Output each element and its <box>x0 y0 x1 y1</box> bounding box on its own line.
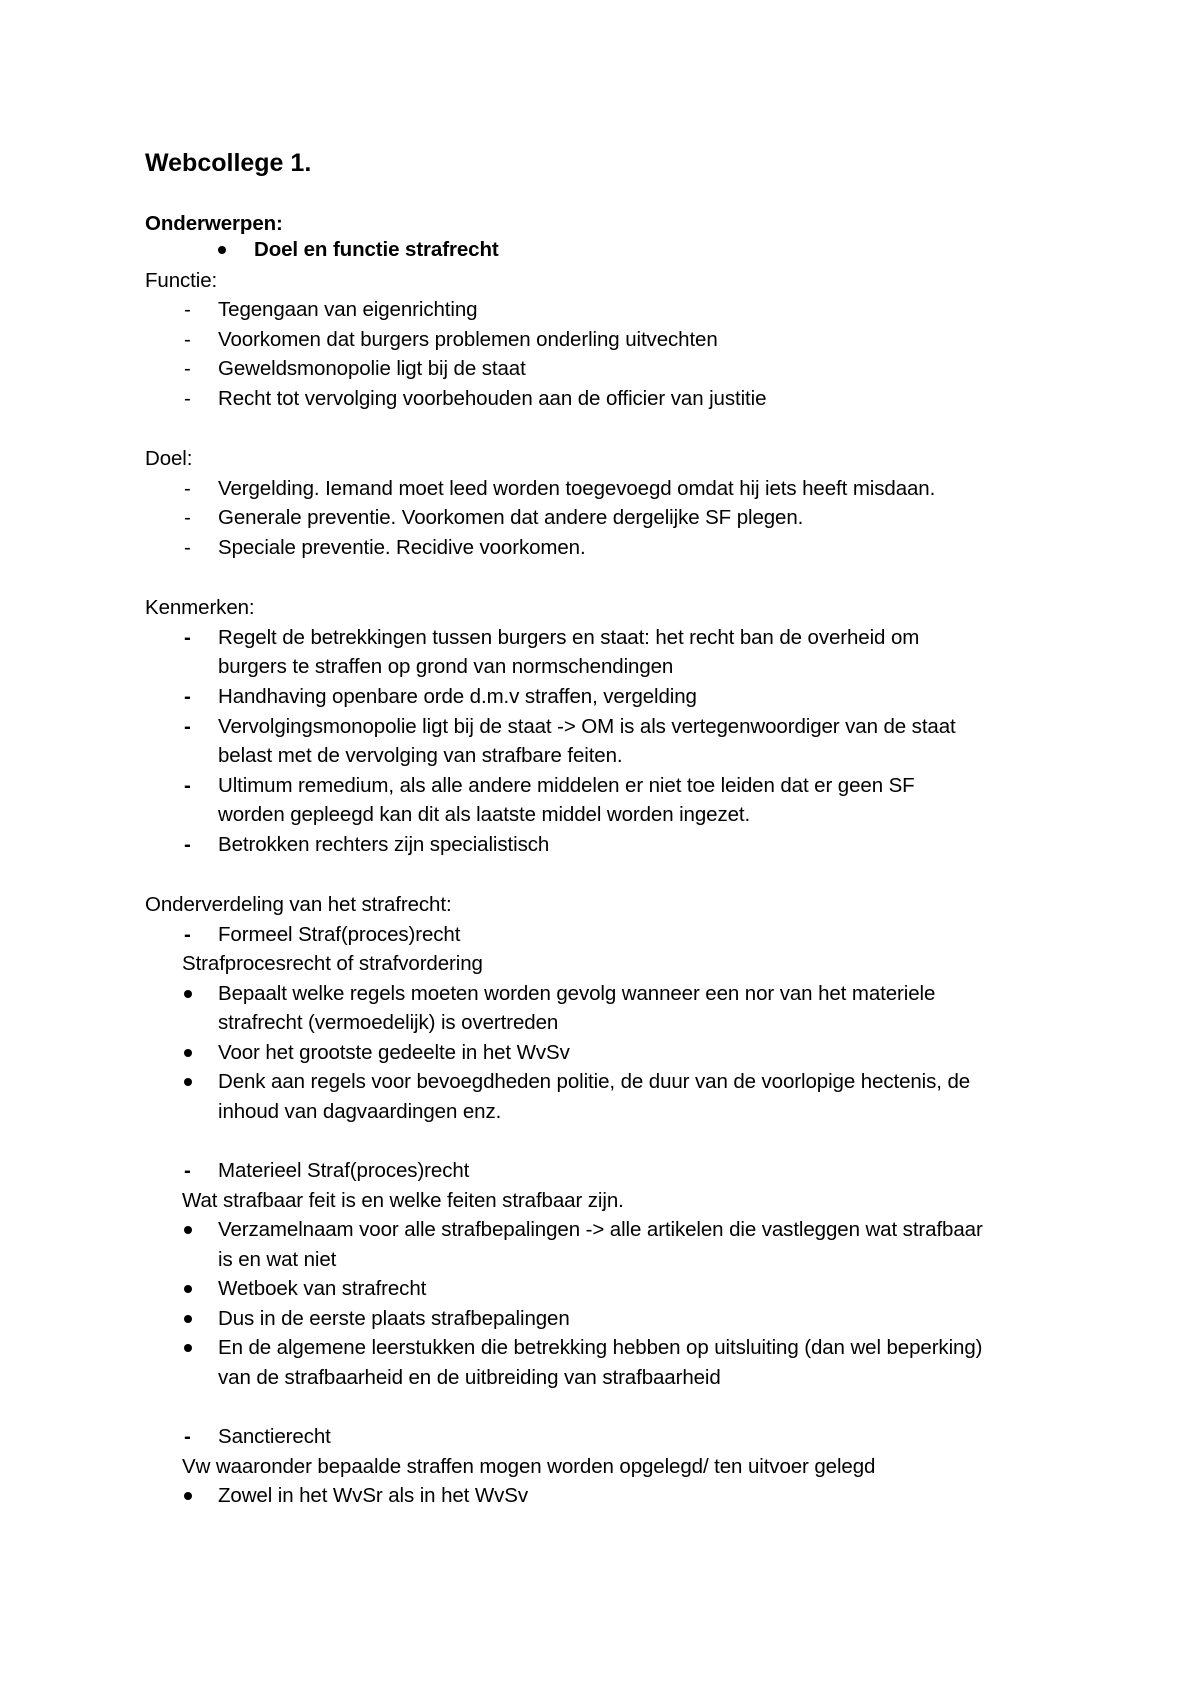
kenmerk-item: Betrokken rechters zijn specialistisch <box>218 833 550 856</box>
kenmerk-item: Ultimum remedium, als alle andere middelen er niet toe leiden dat er geen SF <box>218 774 915 797</box>
dash-icon: - <box>184 387 191 410</box>
bullet-icon <box>184 1315 192 1323</box>
dash-icon: - <box>184 923 191 946</box>
formeel-subtitle: Strafprocesrecht of strafvordering <box>182 952 483 975</box>
bullet-icon <box>184 1492 192 1500</box>
bullet-icon <box>184 1078 192 1086</box>
doel-item: Speciale preventie. Recidive voorkomen. <box>218 536 586 559</box>
doel-item: Vergelding. Iemand moet leed worden toegevoegd omdat hij iets heeft misdaan. <box>218 477 936 500</box>
materieel-item-continued: van de strafbaarheid en de uitbreiding van strafbaarheid <box>218 1366 721 1389</box>
formeel-item-continued: strafrecht (vermoedelijk) is overtreden <box>218 1011 559 1034</box>
formeel-item: Voor het grootste gedeelte in het WvSv <box>218 1041 570 1064</box>
formeel-item: Bepaalt welke regels moeten worden gevolg wanneer een nor van het materiele <box>218 982 936 1005</box>
dash-icon: - <box>184 774 191 797</box>
dash-icon: - <box>184 357 191 380</box>
onderwerpen-heading: Onderwerpen: <box>145 212 283 235</box>
dash-icon: - <box>184 685 191 708</box>
dash-icon: - <box>184 506 191 529</box>
onderverdeling-heading: Onderverdeling van het strafrecht: <box>145 893 452 916</box>
functie-item: Geweldsmonopolie ligt bij de staat <box>218 357 526 380</box>
page-title: Webcollege 1. <box>145 149 312 177</box>
functie-item: Voorkomen dat burgers problemen onderling uitvechten <box>218 328 718 351</box>
bullet-icon <box>184 990 192 998</box>
formeel-item-continued: inhoud van dagvaardingen enz. <box>218 1100 502 1123</box>
materieel-item: En de algemene leerstukken die betrekking hebben op uitsluiting (dan wel beperking) <box>218 1336 983 1359</box>
kenmerk-item-continued: worden gepleegd kan dit als laatste middel worden ingezet. <box>218 803 751 826</box>
dash-icon: - <box>184 1425 191 1448</box>
bullet-icon <box>184 1226 192 1234</box>
doel-heading: Doel: <box>145 447 193 470</box>
bullet-icon <box>184 1344 192 1352</box>
bullet-icon <box>184 1285 192 1293</box>
bullet-icon <box>184 1049 192 1057</box>
kenmerk-item: Vervolgingsmonopolie ligt bij de staat -> OM is als vertegenwoordiger van de staat <box>218 715 956 738</box>
materieel-item: Dus in de eerste plaats strafbepalingen <box>218 1307 570 1330</box>
formeel-label: Formeel Straf(proces)recht <box>218 923 461 946</box>
dash-icon: - <box>184 626 191 649</box>
materieel-item: Verzamelnaam voor alle strafbepalingen -> alle artikelen die vastleggen wat strafbaar <box>218 1218 983 1241</box>
formeel-item: Denk aan regels voor bevoegdheden politie, de duur van de voorlopige hectenis, de <box>218 1070 971 1093</box>
sanctie-subtitle: Vw waaronder bepaalde straffen mogen worden opgelegd/ ten uitvoer gelegd <box>182 1455 876 1478</box>
dash-icon: - <box>184 715 191 738</box>
functie-item: Recht tot vervolging voorbehouden aan de officier van justitie <box>218 387 767 410</box>
kenmerk-item: Regelt de betrekkingen tussen burgers en staat: het recht ban de overheid om <box>218 626 920 649</box>
materieel-item-continued: is en wat niet <box>218 1248 337 1271</box>
materieel-label: Materieel Straf(proces)recht <box>218 1159 470 1182</box>
dash-icon: - <box>184 536 191 559</box>
dash-icon: - <box>184 477 191 500</box>
dash-icon: - <box>184 298 191 321</box>
bullet-icon <box>218 246 226 254</box>
dash-icon: - <box>184 328 191 351</box>
dash-icon: - <box>184 833 191 856</box>
onderwerp-item: Doel en functie strafrecht <box>254 238 499 261</box>
kenmerk-item: Handhaving openbare orde d.m.v straffen, vergelding <box>218 685 697 708</box>
functie-item: Tegengaan van eigenrichting <box>218 298 478 321</box>
sanctie-item: Zowel in het WvSr als in het WvSv <box>218 1484 528 1507</box>
kenmerk-item-continued: burgers te straffen op grond van normschendingen <box>218 655 674 678</box>
dash-icon: - <box>184 1159 191 1182</box>
materieel-subtitle: Wat strafbaar feit is en welke feiten strafbaar zijn. <box>182 1189 624 1212</box>
doel-item: Generale preventie. Voorkomen dat andere dergelijke SF plegen. <box>218 506 804 529</box>
kenmerk-item-continued: belast met de vervolging van strafbare feiten. <box>218 744 623 767</box>
functie-heading: Functie: <box>145 269 218 292</box>
kenmerken-heading: Kenmerken: <box>145 596 255 619</box>
materieel-item: Wetboek van strafrecht <box>218 1277 427 1300</box>
sanctie-label: Sanctierecht <box>218 1425 331 1448</box>
